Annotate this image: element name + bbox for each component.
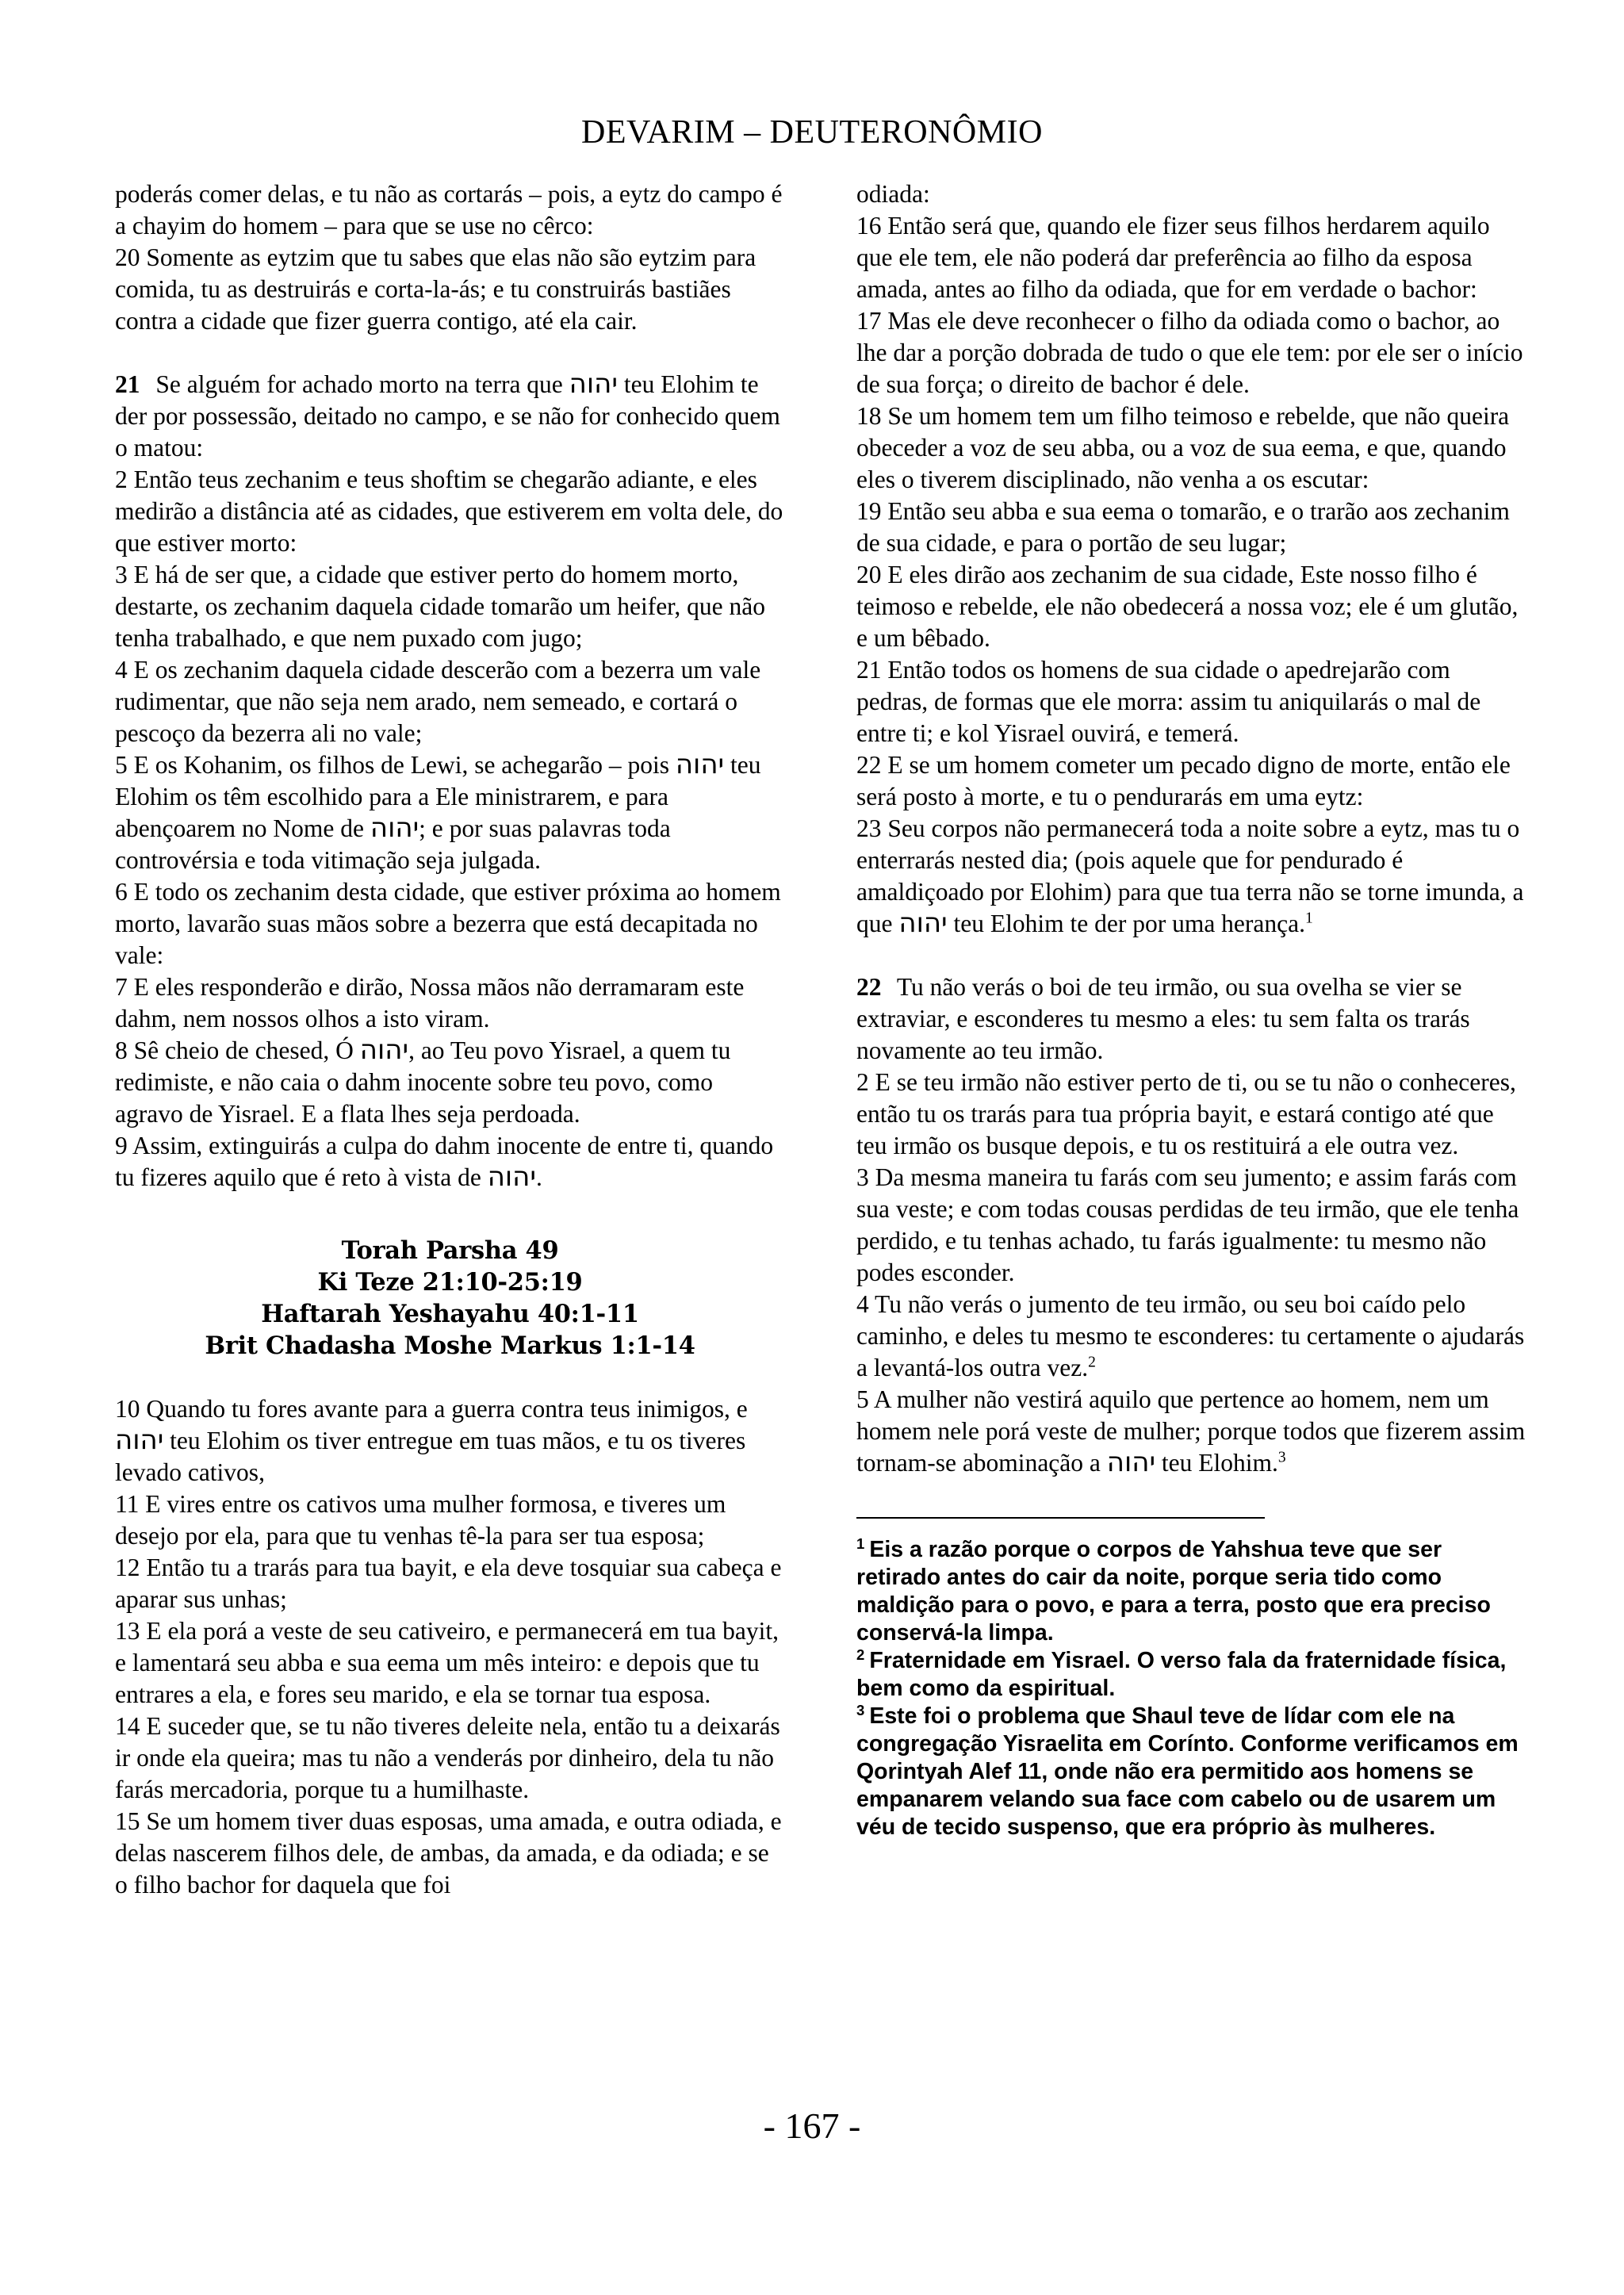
verse-18: 18 Se um homem tem um filho teimoso e rebelde, que não queira obeceder a voz de seu abba, ou a voz de sua eema, e que, quando eles o tiverem disciplinado, não venha a os escutar:: [856, 402, 1510, 493]
verse-text: Tu não verás o boi de teu irmão, ou sua ovelha se vier se extraviar, e esconderes tu mesmo a eles: tu sem falta os trarás novamente ao teu irmão.: [856, 973, 1470, 1064]
footnote-reference[interactable]: 3: [1277, 1449, 1286, 1466]
parsha-brit-chadasha-reference: Brit Chadasha Moshe Markus 1:1-14: [205, 1331, 695, 1360]
footnote-reference[interactable]: 1: [1304, 910, 1313, 927]
verse-text: 5 E os Kohanim, os filhos de Lewi, se achegarão – pois: [115, 751, 669, 779]
verse-14: 14 E suceder que, se tu não tiveres deleite nela, então tu a deixarás ir onde ela queira; mas tu não a venderás por dinheiro, dela tu não farás mercadoria, porque tu a humilhaste.: [115, 1712, 780, 1803]
verse-4: 4 E os zechanim daquela cidade descerão com a bezerra um vale rudimentar, que não seja nem arado, nem semeado, e cortará o pescoço da bezerra ali no vale;: [115, 656, 761, 747]
parsha-heading: [115, 1235, 785, 1362]
footnotes: [856, 1536, 1526, 1841]
verse-21: 21 Então todos os homens de sua cidade o apedrejarão com pedras, de formas que ele morra: assim tu aniquilarás o mal de entre ti; e kol Yisrael ouvirá, e temerá.: [856, 656, 1481, 747]
verse-17: 17 Mas ele deve reconhecer o filho da odiada como o bachor, ao lhe dar a porção dobrada de tudo o que ele tem: por ele ser o início de sua força; o direito de bachor é dele.: [856, 307, 1523, 398]
chapter-22-verse-5: [856, 1384, 1526, 1479]
footnote-2: [856, 1647, 1526, 1703]
verse-text: teu Elohim.: [1161, 1449, 1278, 1477]
verse-15: 15 Se um homem tiver duas esposas, uma amada, e outra odiada, e delas nascerem filhos dele, de ambas, da amada, e da odiada; e se o filho bachor for daquela que foi: [115, 1807, 782, 1898]
page-header-title: DEVARIM – DEUTERONÔMIO: [581, 114, 1043, 151]
verse-text: 5 A mulher não vestirá aquilo que pertence ao homem, nem um homem nele porá veste de mulher; porque todos que fizerem assim tornam-se abominação a: [856, 1385, 1526, 1477]
footnote-text: Este foi o problema que Shaul teve de lídar com ele na congregação Yisraelita em Coríntо. Conforme verificamos em Qorintyah Alef 11, onde não era permitido aos homens se empanarem velando sua face com cabelo ou de usarem um véu de tecido suspenso, que era próprio às mulheres.: [856, 1703, 1519, 1840]
divine-name: יהוה: [569, 368, 618, 400]
verse-16: 16 Então será que, quando ele fizer seus filhos herdarem aquilo que ele tem, ele não poderá dar preferência ao filho da esposa amada, antes ao filho da odiada, que for em verdade o bachor:: [856, 212, 1490, 303]
verse-7: 7 E eles responderão e dirão, Nossa mãos não derramaram este dahm, nem nossos olhos a isto viram.: [115, 973, 745, 1033]
verse-22: 22 E se um homem cometer um pecado digno de morte, então ele será posto à morte, e tu o pendurarás em uma eytz:: [856, 751, 1511, 810]
parsha-title: Torah Parsha 49: [341, 1236, 559, 1265]
spacer: [856, 940, 1526, 971]
divine-name: יהוה: [115, 1424, 164, 1456]
footnote-text: Fraternidade em Yisrael. O verso fala da fraternidade física, bem como da espiritual.: [856, 1648, 1507, 1701]
verse-20: 20 Somente as eytzim que tu sabes que elas não são eytzim para comida, tu as destruirás e corta-la-ás; e tu construirás bastiães contra a cidade que fizer guerra contigo, até ela cair.: [115, 243, 756, 335]
footnote-text: Eis a razão porque o corpos de Yahshua teve que ser retirado antes do cair da noite, porque seria tido como maldição para o povo, e para a terra, posto que era preciso conservá-la limpa.: [856, 1537, 1491, 1646]
footnote-mark: 1: [856, 1534, 865, 1552]
chapter-number-21: 21: [115, 370, 140, 398]
left-column: [115, 178, 785, 1901]
right-column: [856, 178, 1526, 1841]
chapter-22-verse-1: [856, 971, 1526, 1067]
chapter-22-verse-4: [856, 1289, 1526, 1384]
verse-text: 9 Assim, extinguirás a culpa do dahm inocente de entre ti, quando tu fizeres aquilo que é reto à vista de: [115, 1132, 774, 1191]
verse-3: 3 E há de ser que, a cidade que estiver perto do homem morto, destarte, os zechanim daquela cidade tomarão um heifer, que não tenha trabalhado, e que nem puxado com jugo;: [115, 561, 765, 652]
verse-text: teu Elohim os têm escolhido para a Ele ministrarem, e para abençoarem no Nome de: [115, 751, 761, 842]
footnote-divider: [856, 1517, 1265, 1519]
parsha-torah-reference: Ki Teze 21:10-25:19: [317, 1268, 583, 1297]
verse-text: 10 Quando tu fores avante para a guerra contra teus inimigos, e: [115, 1395, 748, 1423]
verse-23: [856, 813, 1526, 940]
verse-text: 23 Seu corpos não permanecerá toda a noite sobre a eytz, mas tu o enterrarás nested dia; (pois aquele que for pendurado é amaldiçoado por Elohim) para que tua terra não se torne imunda, a que: [856, 814, 1524, 937]
verse-text: teu Elohim os tiver entregue em tuas mãos, e tu os tiveres levado cativos,: [115, 1427, 746, 1486]
verse-2: 2 Então teus zechanim e teus shoftim se chegarão adiante, e eles medirão a distância até as cidades, que estiverem em volta dele, do que estiver morto:: [115, 466, 783, 557]
divine-name: יהוה: [370, 812, 419, 844]
verse-10: [115, 1393, 785, 1488]
verse-text: teu Elohim te der por uma herança.: [953, 910, 1305, 937]
paragraph-continuation: poderás comer delas, e tu não as cortarás – pois, a eytz do campo é a chayim do homem – para que se use no cêrco:: [115, 180, 783, 239]
verse-6: 6 E todo os zechanim desta cidade, que estiver próxima ao homem morto, lavarão suas mãos sobre a bezerra que está decapitada no vale:: [115, 878, 781, 969]
footnote-3: [856, 1703, 1526, 1841]
parsha-haftarah-reference: Haftarah Yeshayahu 40:1-11: [261, 1300, 639, 1328]
verse-text: ; e por suas palavras toda controvérsia e toda vitimação seja julgada.: [115, 814, 671, 874]
footnote-mark: 3: [856, 1701, 865, 1718]
verse-text: teu Elohim te der por possessão, deitado no campo, e se não for conhecido quem o matou:: [115, 370, 780, 462]
spacer: [115, 337, 785, 369]
divine-name: יהוה: [487, 1161, 536, 1193]
divine-name: יהוה: [1106, 1446, 1156, 1478]
verse-19: 19 Então seu abba e sua eema o tomarão, e o trarão aos zechanim de sua cidade, e para o portão de seu lugar;: [856, 497, 1510, 557]
chapter-number-22: 22: [856, 973, 882, 1001]
verse-9: [115, 1130, 785, 1193]
chapter-22-verse-3: 3 Da mesma maneira tu farás com seu jumento; e assim farás com sua veste; e com todas cousas perdidas de teu irmão, que ele tenha perdido, e tu tenhas achado, tu farás igualmente: tu mesmo não podes esconder.: [856, 1163, 1519, 1286]
divine-name: יהוה: [359, 1034, 409, 1066]
verse-text: .: [535, 1163, 542, 1191]
verse-text: Se alguém for achado morto na terra que: [155, 370, 563, 398]
page-number: - 167 -: [763, 2105, 861, 2146]
verse-5: [115, 749, 785, 876]
footnote-mark: 2: [856, 1646, 865, 1663]
paragraph-continuation: odiada:: [856, 180, 930, 208]
chapter-21-verse-1: [115, 369, 785, 464]
verse-text: 4 Tu não verás o jumento de teu irmão, ou seu boi caído pelo caminho, e deles tu mesmo te esconderes: tu certamente o ajudarás a levantá-los outra vez.: [856, 1290, 1525, 1381]
verse-text: 8 Sê cheio de chesed, Ó: [115, 1036, 354, 1064]
verse-12: 12 Então tu a trarás para tua bayit, e ela deve tosquiar sua cabeça e aparar sus unhas;: [115, 1554, 782, 1613]
verse-20: 20 E eles dirão aos zechanim de sua cidade, Este nosso filho é teimoso e rebelde, ele não obedecerá a nossa voz; ele é um glutão, e um bêbado.: [856, 561, 1519, 652]
divine-name: יהוה: [675, 749, 725, 780]
verse-11: 11 E vires entre os cativos uma mulher formosa, e tiveres um desejo por ela, para que tu venhas tê-la para ser tua esposa;: [115, 1490, 726, 1550]
verse-13: 13 E ela porá a veste de seu cativeiro, e permanecerá em tua bayit, e lamentará seu abba e sua eema um mês inteiro: e depois que tu entrares a ela, e fores seu marido, e ela se tornar tua esposa.: [115, 1617, 779, 1708]
verse-text: , ao Teu povo Yisrael, a quem tu redimiste, e não caia o dahm inocente sobre teu povo, como agravo de Yisrael. E a flata lhes seja perdoada.: [115, 1036, 731, 1128]
footnote-reference[interactable]: 2: [1088, 1354, 1096, 1371]
verse-8: [115, 1035, 785, 1130]
chapter-22-verse-2: 2 E se teu irmão não estiver perto de ti, ou se tu não o conheceres, então tu os trarás para tua própria bayit, e estará contigo até que teu irmão os busque depois, e tu os restituirá a ele outra vez.: [856, 1068, 1516, 1159]
divine-name: יהוה: [898, 907, 948, 939]
footnote-1: [856, 1536, 1526, 1647]
